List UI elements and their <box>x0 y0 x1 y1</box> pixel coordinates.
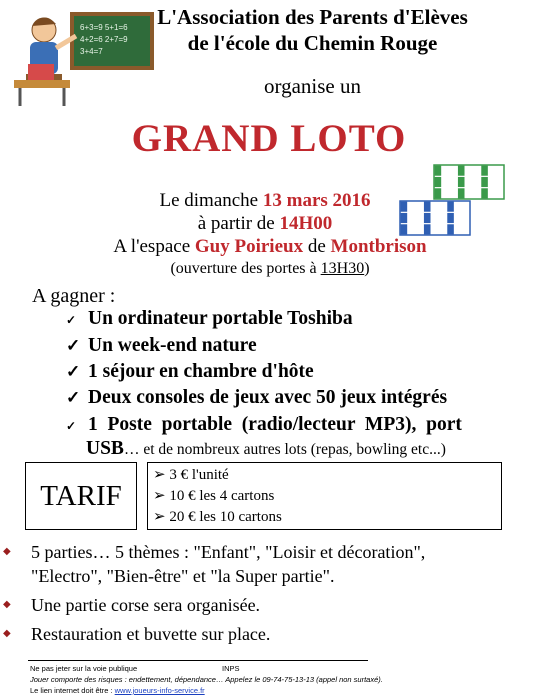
place-town: Montbrison <box>330 236 427 257</box>
prize-item <box>66 386 447 410</box>
prize-text: 1 Poste portable (radio/lecteur MP3), port <box>88 414 462 435</box>
svg-text:4+2=6 2+7=9: 4+2=6 2+7=9 <box>80 35 128 44</box>
price-line <box>153 486 274 507</box>
note-themes-cont: "Electro", "Bien-être" et "la Super partie". <box>31 566 335 586</box>
note-corse: Une partie corse sera organisée. <box>31 595 261 615</box>
footer-line1: Ne pas jeter sur la voie publique <box>30 664 138 673</box>
prize-continuation <box>86 438 446 461</box>
usb-text: USB <box>86 438 124 459</box>
footer-line3 <box>30 686 205 696</box>
prize-text: Deux consoles de jeux avec 50 jeux intégrés <box>88 387 448 408</box>
price-line <box>153 465 229 486</box>
event-date-value: 13 mars 2016 <box>262 190 371 211</box>
arrow-bullet-icon: ➢ <box>153 509 166 525</box>
info-service-link[interactable]: www.joueurs-info-service.fr <box>114 686 205 695</box>
diamond-bullet-icon: ◆ <box>3 628 11 639</box>
prize-item <box>66 360 314 384</box>
association-name: L'Association des Parents d'Elèves <box>157 5 468 29</box>
event-time-value: 14H00 <box>279 213 333 234</box>
event-place <box>100 236 440 258</box>
svg-text:3+4=7: 3+4=7 <box>80 47 103 56</box>
prize-item <box>66 334 257 358</box>
check-icon: ✓ <box>66 313 77 327</box>
prize-text: Un week-end nature <box>88 335 257 356</box>
place-prefix: A l'espace <box>113 236 195 257</box>
doors-suffix: ) <box>364 260 370 277</box>
prizes-heading: A gagner : <box>32 285 116 307</box>
school-name: de l'école du Chemin Rouge <box>187 31 438 55</box>
footer-divider <box>28 660 368 661</box>
arrow-bullet-icon: ➢ <box>153 488 166 504</box>
price-text: 3 € l'unité <box>169 467 229 483</box>
time-prefix: à partir de <box>197 213 280 234</box>
place-mid: de <box>303 236 331 257</box>
tarif-label: TARIF <box>40 480 122 512</box>
note-restauration: Restauration et buvette sur place. <box>31 624 271 644</box>
footer-inps: INPS <box>222 664 240 673</box>
arrow-bullet-icon: ➢ <box>153 467 166 483</box>
price-line <box>153 507 282 528</box>
svg-text:6+3=9 5+1=6: 6+3=9 5+1=6 <box>80 23 128 32</box>
tarif-label-box <box>25 462 137 530</box>
price-text: 20 € les 10 cartons <box>169 509 282 525</box>
teacher-chalkboard-clipart <box>8 4 160 108</box>
doors-opening <box>120 259 420 279</box>
check-icon: ✓ <box>66 388 81 407</box>
organise-text: organise un <box>263 74 361 98</box>
prize-text: 1 séjour en chambre d'hôte <box>88 361 314 382</box>
link-prefix: Le lien internet doit être : <box>30 686 115 695</box>
date-prefix: Le dimanche <box>159 190 263 211</box>
tarif-prices-box <box>147 462 502 530</box>
check-icon: ✓ <box>66 362 81 381</box>
check-icon: ✓ <box>66 336 81 355</box>
check-icon: ✓ <box>66 419 77 433</box>
prize-item <box>66 307 353 332</box>
page-title: GRAND LOTO <box>131 117 407 160</box>
doors-time: 13H30 <box>320 260 365 277</box>
other-prizes-text: … et de nombreux autres lots (repas, bowling etc...) <box>123 441 446 458</box>
note-themes: 5 parties… 5 thèmes : "Enfant", "Loisir et décoration", <box>31 542 426 562</box>
event-date <box>110 190 420 212</box>
place-name: Guy Poirieux <box>194 236 304 257</box>
event-time <box>110 213 420 235</box>
diamond-bullet-icon: ◆ <box>3 546 11 557</box>
prize-item <box>66 413 462 438</box>
footer-line2: Jouer comporte des risques : endettement, dépendance… Appelez le 09-74-75-13-13 (appel non surtaxé). <box>30 675 383 684</box>
prize-text: Un ordinateur portable Toshiba <box>88 308 353 329</box>
doors-prefix: (ouverture des portes à <box>170 260 321 277</box>
price-text: 10 € les 4 cartons <box>169 488 275 504</box>
diamond-bullet-icon: ◆ <box>3 599 11 610</box>
